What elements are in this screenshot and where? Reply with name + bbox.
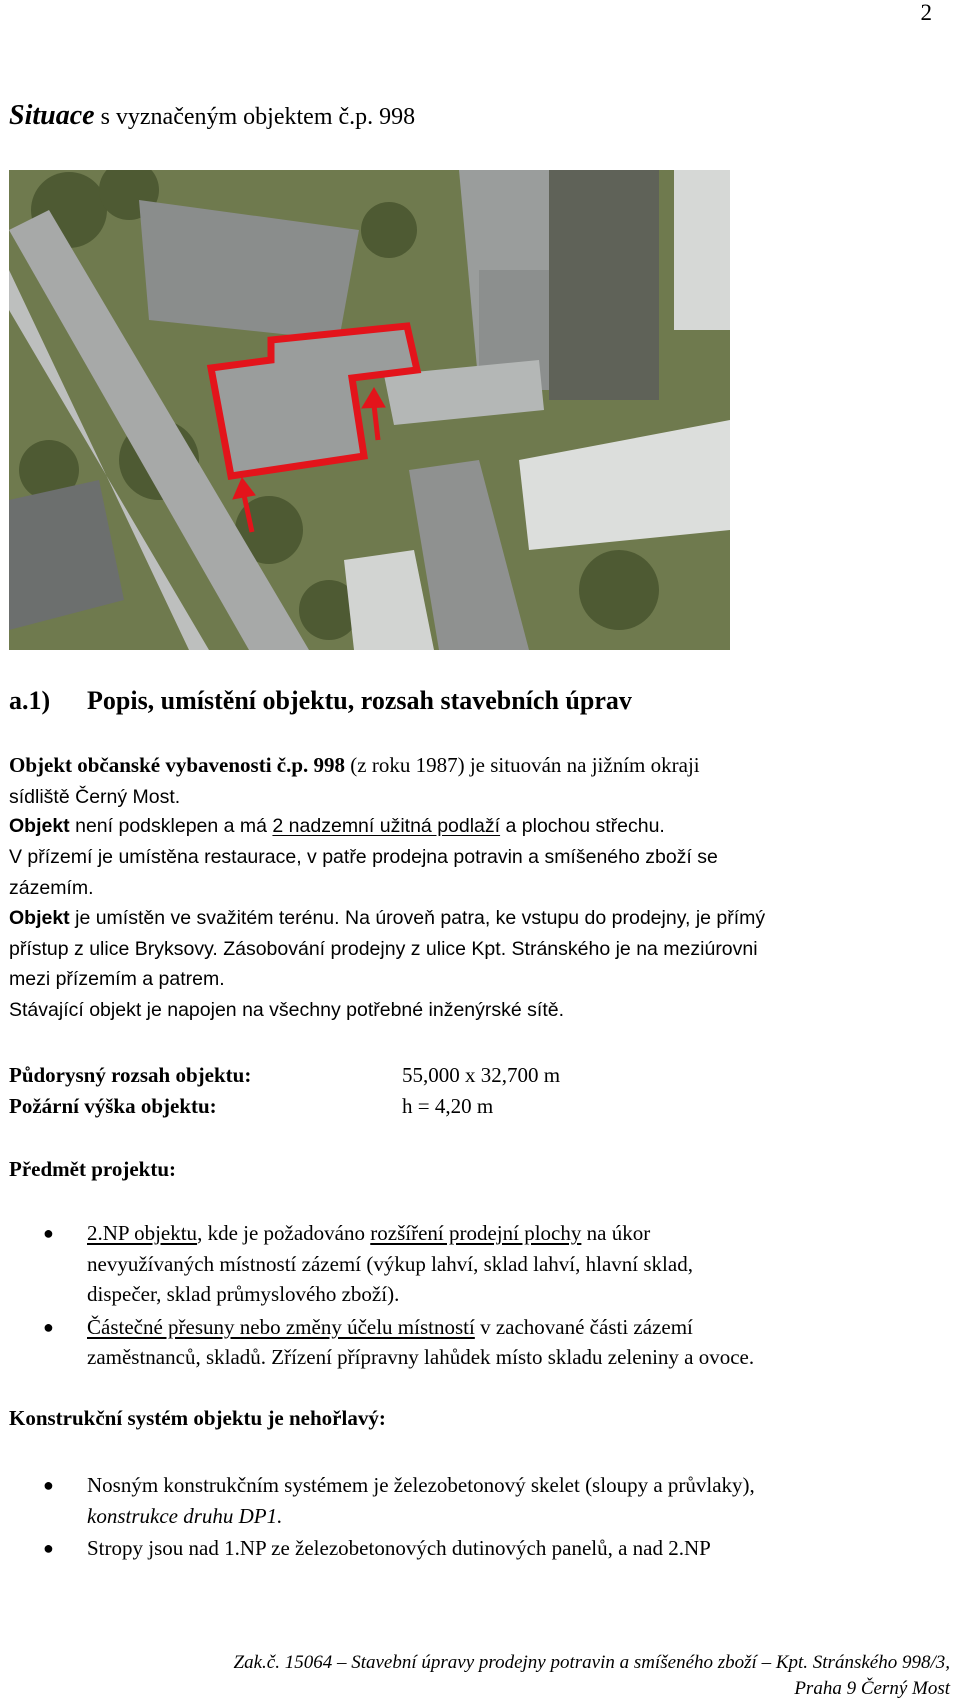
para1-line2: sídliště Černý Most. xyxy=(9,785,181,808)
para4-bold: Objekt xyxy=(9,907,70,929)
para4-text1b: Na úroveň patra, ke vstupu do prodejny, je přímý xyxy=(344,907,766,929)
construction-list xyxy=(43,1470,955,1566)
spec-label-fire-height: Požární výška objektu: xyxy=(9,1094,217,1118)
subject-list xyxy=(43,1218,955,1375)
building-ne xyxy=(674,170,730,330)
list-item: ● Nosným konstrukčním systémem je železobetonový skelet (sloupy a průvlaky), konstrukce druhu DP1. xyxy=(43,1473,755,1528)
construction-title: Konstrukční systém objektu je nehořlavý: xyxy=(9,1406,386,1430)
para1-text: (z roku 1987) je situován na jižním okraji xyxy=(350,753,700,777)
subject-title: Předmět projektu: xyxy=(9,1157,176,1181)
para1-bold: Objekt občanské vybavenosti č.p. 998 xyxy=(9,753,346,777)
subject2-underlined: Částečné přesuny nebo změny účelu místností xyxy=(87,1314,475,1339)
paragraph-utilities: Stávající objekt je napojen na všechny potřebné inženýrské sítě. xyxy=(9,999,564,1021)
subject2-line2: zaměstnanců, skladů. Zřízení přípravny lahůdek místo skladu zeleniny a ovoce. xyxy=(87,1345,755,1369)
figure-heading-emph: Situace xyxy=(9,100,95,131)
page-footer xyxy=(234,1650,950,1702)
figure-heading xyxy=(9,100,415,132)
list-item: ● 2.NP objektu, kde je požadováno rozšíření prodejní plochy na úkor nevyužívaných místností zázemí (výkup lahví, sklad lahví, hlavní sklad, dispečer, sklad průmyslového zboží). xyxy=(43,1221,693,1306)
construction1-text: Nosným konstrukčním systémem je železobetonový skelet (sloupy a průvlaky), xyxy=(87,1473,755,1497)
para2-text2: a plochou střechu. xyxy=(505,815,665,837)
footer-line2: Praha 9 Černý Most xyxy=(794,1678,950,1699)
footer-line1: Zak.č. 15064 – Stavební úpravy prodejny potravin a smíšeného zboží – Kpt. Stránského 998/3, xyxy=(233,1652,950,1673)
para4-line2: přístup z ulice Bryksovy. Zásobování prodejny z ulice Kpt. Stránského je na meziúrovni xyxy=(9,937,758,960)
construction2-text: Stropy jsou nad 1.NP ze železobetonových dutinových panelů, a nad 2.NP xyxy=(87,1536,711,1560)
aerial-site-photo xyxy=(9,170,730,650)
paragraph-location xyxy=(9,750,954,812)
spec-label-footprint: Půdorysný rozsah objektu: xyxy=(9,1063,252,1087)
construction1-italic: konstrukce druhu DP1. xyxy=(87,1503,283,1528)
para4-text1: je umístěn ve svažitém terénu. xyxy=(75,907,340,929)
subject1-underlined1: 2.NP objektu xyxy=(87,1221,198,1245)
para3-line1: V přízemí je umístěna restaurace, v patře prodejna potravin a smíšeného zboží se xyxy=(9,846,718,868)
paragraph-floors xyxy=(9,811,954,842)
list-item: ● Stropy jsou nad 1.NP ze železobetonových dutinových panelů, a nad 2.NP xyxy=(43,1536,711,1560)
subject1-text1: , kde je požadováno xyxy=(197,1221,366,1245)
subject1-line3: dispečer, sklad průmyslového zboží). xyxy=(87,1282,400,1306)
para4-line3: mezi přízemím a patrem. xyxy=(9,968,225,990)
section-title: Popis, umístění objektu, rozsah stavebních úprav xyxy=(87,686,632,715)
subject1-line2: nevyužívaných místností zázemí (výkup lahví, sklad lahví, hlavní sklad, xyxy=(87,1251,693,1276)
figure-heading-text: s vyznačeným objektem č.p. 998 xyxy=(100,104,416,130)
spec-value-fire-height: h = 4,20 m xyxy=(402,1094,494,1118)
section-heading xyxy=(9,686,632,716)
para2-bold: Objekt xyxy=(9,815,70,837)
subject2-text1: v zachované části zázemí xyxy=(480,1314,693,1339)
spec-value-footprint: 55,000 x 32,700 m xyxy=(402,1063,561,1087)
list-item: ● Částečné přesuny nebo změny účelu místností v zachované části zázemí zaměstnanců, skladů. Zřízení přípravny lahůdek místo skladu zeleniny a ovoce. xyxy=(43,1314,755,1369)
parking-east xyxy=(549,170,659,400)
section-number: a.1) xyxy=(9,686,51,715)
paragraph-usage xyxy=(9,842,954,903)
page-number: 2 xyxy=(920,0,932,25)
para2-text1: není podsklepen a má xyxy=(75,815,267,837)
subject1-text2: na úkor xyxy=(586,1221,651,1245)
subject1-underlined2: rozšíření prodejní plochy xyxy=(370,1221,582,1245)
paragraph-terrain xyxy=(9,903,954,995)
para2-underlined: 2 nadzemní užitná podlaží xyxy=(272,815,501,837)
para3-line2: zázemím. xyxy=(9,876,94,899)
